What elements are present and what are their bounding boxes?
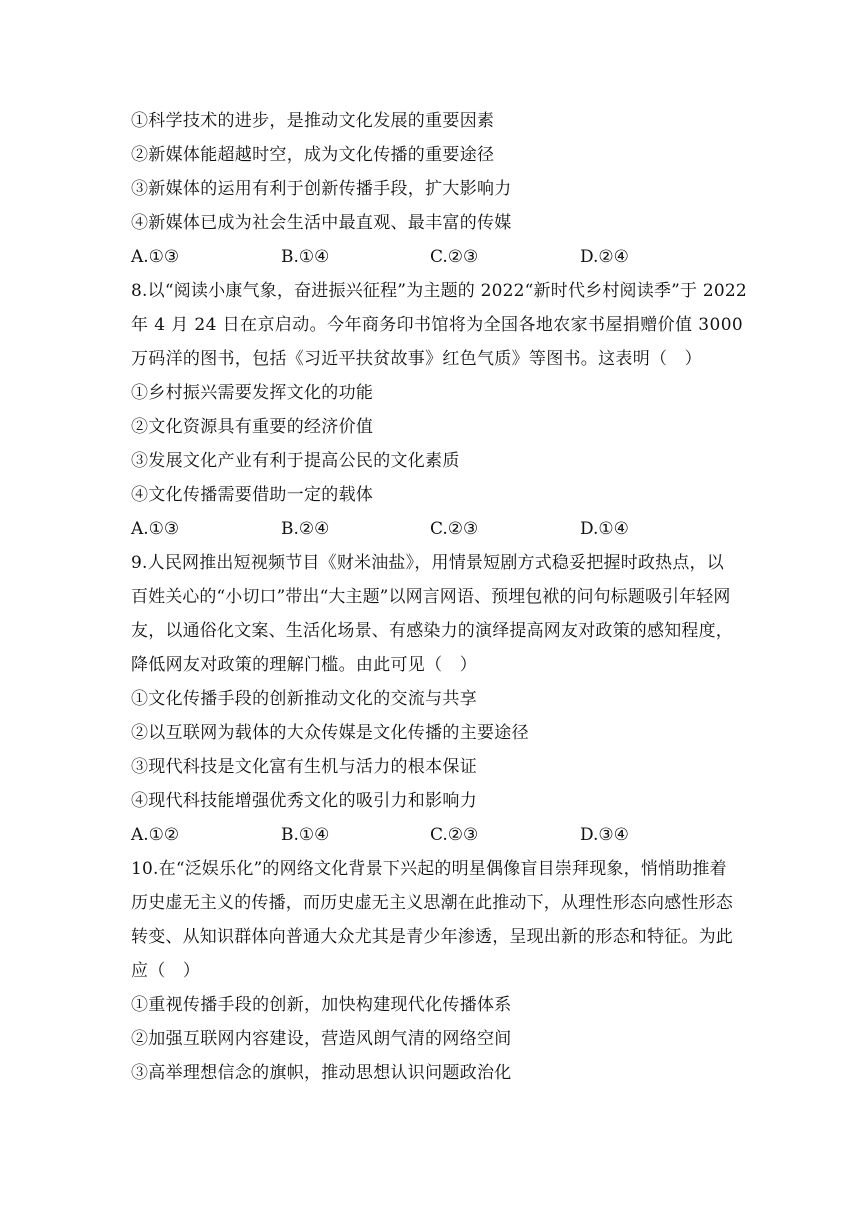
q8-options xyxy=(131,517,751,541)
q10-stem-line-1: 10.在“泛娱乐化”的网络文化背景下兴起的明星偶像盲目崇拜现象，悄悄助推着 xyxy=(131,859,727,879)
q9-option-c[interactable]: C.②③ xyxy=(430,825,479,845)
q10-stem-line-2: 历史虚无主义的传播，而历史虚无主义思潮在此推动下，从理性形态向感性形态 xyxy=(131,893,733,913)
q10-statement-3: ③高举理想信念的旗帜，推动思想认识问题政治化 xyxy=(131,1063,512,1083)
q9-stem-line-1: 9.人民网推出短视频节目《财米油盐》，用情景短剧方式稳妥把握时政热点，以 xyxy=(131,553,724,573)
q10-stem-line-3: 转变、从知识群体向普通大众尤其是青少年渗透，呈现出新的形态和特征。为此 xyxy=(131,927,733,947)
q9-stem-line-3: 友，以通俗化文案、生活化场景、有感染力的演绎提高网友对政策的感知程度， xyxy=(131,621,733,641)
q10-statement-2: ②加强互联网内容建设，营造风朗气清的网络空间 xyxy=(131,1029,512,1049)
q8-option-d[interactable]: D.①④ xyxy=(580,519,629,539)
q8-stem-line-3: 万码洋的图书，包括《习近平扶贫故事》红色气质》等图书。这表明（ ） xyxy=(131,349,702,369)
q9-option-b[interactable]: B.①④ xyxy=(281,825,330,845)
q7-statement-4: ④新媒体已成为社会生活中最直观、最丰富的传媒 xyxy=(131,213,512,233)
q8-statement-1: ①乡村振兴需要发挥文化的功能 xyxy=(131,383,374,403)
q7-option-c[interactable]: C.②③ xyxy=(430,247,479,267)
q7-statement-1: ①科学技术的进步，是推动文化发展的重要因素 xyxy=(131,111,495,131)
q8-statement-2: ②文化资源具有重要的经济价值 xyxy=(131,417,374,437)
q8-stem-line-2: 年 4 月 24 日在京启动。今年商务印书馆将为全国各地农家书屋捐赠价值 3000 xyxy=(131,315,744,335)
q9-statement-2: ②以互联网为载体的大众传媒是文化传播的主要途径 xyxy=(131,723,529,743)
q9-stem-line-2: 百姓关心的“小切口”带出“大主题”以网言网语、预埋包袱的问句标题吸引年轻网 xyxy=(131,587,731,607)
q8-statement-4: ④文化传播需要借助一定的载体 xyxy=(131,485,374,505)
q8-stem-line-1: 8.以“阅读小康气象，奋进振兴征程”为主题的 2022“新时代乡村阅读季”于 2022 xyxy=(131,281,747,301)
q9-options xyxy=(131,823,751,847)
q7-option-b[interactable]: B.①④ xyxy=(281,247,330,267)
q7-statement-3: ③新媒体的运用有利于创新传播手段，扩大影响力 xyxy=(131,179,512,199)
q10-statement-1: ①重视传播手段的创新，加快构建现代化传播体系 xyxy=(131,995,512,1015)
q8-option-c[interactable]: C.②③ xyxy=(430,519,479,539)
q10-stem-line-4: 应（ ） xyxy=(131,961,201,981)
q8-statement-3: ③发展文化产业有利于提高公民的文化素质 xyxy=(131,451,460,471)
q7-option-d[interactable]: D.②④ xyxy=(580,247,629,267)
q9-stem-line-4: 降低网友对政策的理解门槛。由此可见（ ） xyxy=(131,655,477,675)
q7-statement-2: ②新媒体能超越时空，成为文化传播的重要途径 xyxy=(131,145,495,165)
q9-option-a[interactable]: A.①② xyxy=(131,825,180,845)
q8-option-b[interactable]: B.②④ xyxy=(281,519,330,539)
q9-statement-4: ④现代科技能增强优秀文化的吸引力和影响力 xyxy=(131,791,477,811)
q9-option-d[interactable]: D.③④ xyxy=(580,825,629,845)
q9-statement-1: ①文化传播手段的创新推动文化的交流与共享 xyxy=(131,689,477,709)
q7-options xyxy=(131,245,751,269)
q8-option-a[interactable]: A.①③ xyxy=(131,519,180,539)
q7-option-a[interactable]: A.①③ xyxy=(131,247,180,267)
q9-statement-3: ③现代科技是文化富有生机与活力的根本保证 xyxy=(131,757,477,777)
